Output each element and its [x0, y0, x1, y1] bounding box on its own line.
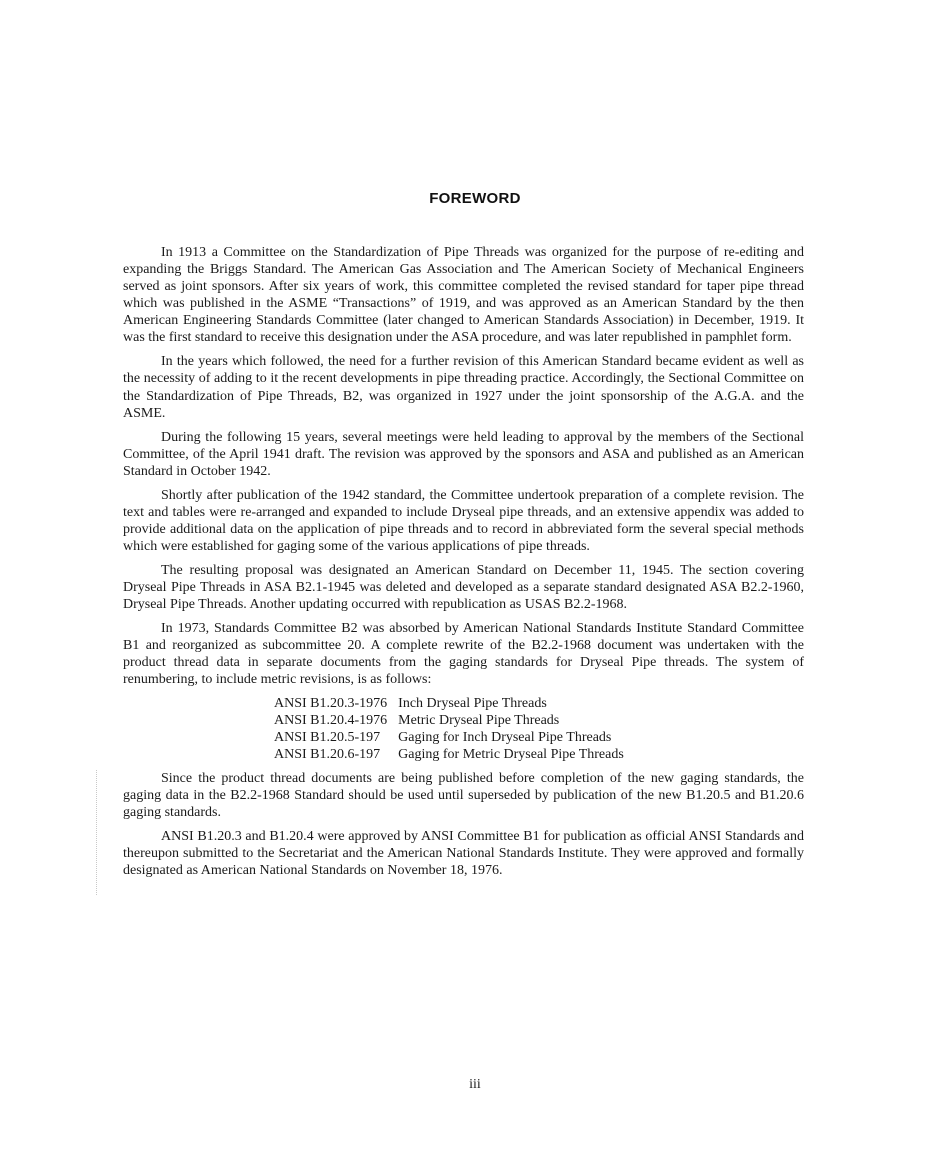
paragraph-1942-approval: During the following 15 years, several meetings were held leading to approval by the members of the Sectional Committee, of the April 1941 draft. The revision was approved by the sponsors and ASA and published as an American Standard in October 1942. [123, 429, 804, 479]
standards-list-row [274, 712, 624, 729]
paragraph-revision-need: In the years which followed, the need for a further revision of this American Standard became evident as well as the necessity of adding to it the recent developments in pipe threading practice. Accordingly, the Sectional Committee on the Standardization of Pipe Threads, B2, was organized in 1927 under the joint sponsorship of the A.G.A. and the ASME. [123, 354, 804, 421]
paragraph-1973-reorganization: In 1973, Standards Committee B2 was absorbed by American National Standards Institute Standard Committee B1 and reorganized as subcommittee 20. A complete rewrite of the B2.2-1968 document was undertaken with the product thread data in separate documents from the gaging standards for Dryseal Pipe threads. The system of renumbering, to include metric revisions, is as follows: [123, 620, 804, 688]
standards-list-row [274, 729, 624, 746]
paragraph-ansi-approval: ANSI B1.20.3 and B1.20.4 were approved by ANSI Committee B1 for publication as official ANSI Standards and thereupon submitted to the Secretariat and the American National Standards Institute. They were approved and formally designated as American National Standards on November 18, 1976. [123, 829, 804, 879]
standard-title: Inch Dryseal Pipe Threads [398, 696, 547, 712]
foreword-body [123, 244, 804, 886]
paragraph-history-1913: In 1913 a Committee on the Standardization of Pipe Threads was organized for the purpose of re-editing and expanding the Briggs Standard. The American Gas Association and The American Society of Mechanical Engineers served as joint sponsors. After six years of work, this committee completed the revised standard for taper pipe thread which was published in the ASME “Transactions” of 1919, and was approved as an American Standard by the then American Engineering Standards Committee (later changed to American Standards Association) in December, 1919. It was the first standard to receive this designation under the ASA procedure, and was later republished in pamphlet form. [123, 245, 804, 346]
paragraph-gaging-data: Since the product thread documents are being published before completion of the new gaging standards, the gaging data in the B2.2-1968 Standard should be used until superseded by publication of the new B1.20.5 and B1.20.6 gaging standards. [123, 771, 804, 821]
standards-list [274, 695, 624, 763]
paragraph-complete-revision: Shortly after publication of the 1942 standard, the Committee undertook preparation of a complete revision. The text and tables were re-arranged and expanded to include Dryseal pipe threads, and an extensive appendix was added to provide additional data on the application of pipe threads and to record in abbreviated form the several special methods which were established for gaging some of the various applications of pipe threads. [123, 487, 804, 554]
standards-list-row [274, 695, 624, 712]
page-number: iii [469, 1077, 481, 1092]
standard-code: ANSI B1.20.3-1976 [274, 696, 388, 712]
standard-code: ANSI B1.20.4-1976 [274, 713, 388, 729]
standards-list-row [274, 746, 624, 763]
standard-code: ANSI B1.20.5-197 [274, 730, 381, 746]
page-title: FOREWORD [429, 190, 521, 207]
margin-scan-artifact [96, 770, 98, 895]
standard-title: Gaging for Metric Dryseal Pipe Threads [398, 747, 624, 763]
standard-code: ANSI B1.20.6-197 [274, 747, 381, 763]
standard-title: Metric Dryseal Pipe Threads [398, 713, 560, 729]
paragraph-1945-standard: The resulting proposal was designated an American Standard on December 11, 1945. The section covering Dryseal Pipe Threads in ASA B2.1-1945 was deleted and developed as a separate standard designated ASA B2.2-1960, Dryseal Pipe Threads. Another updating occurred with republication as USAS B2.2-1968. [123, 562, 804, 612]
standard-title: Gaging for Inch Dryseal Pipe Threads [398, 730, 612, 746]
